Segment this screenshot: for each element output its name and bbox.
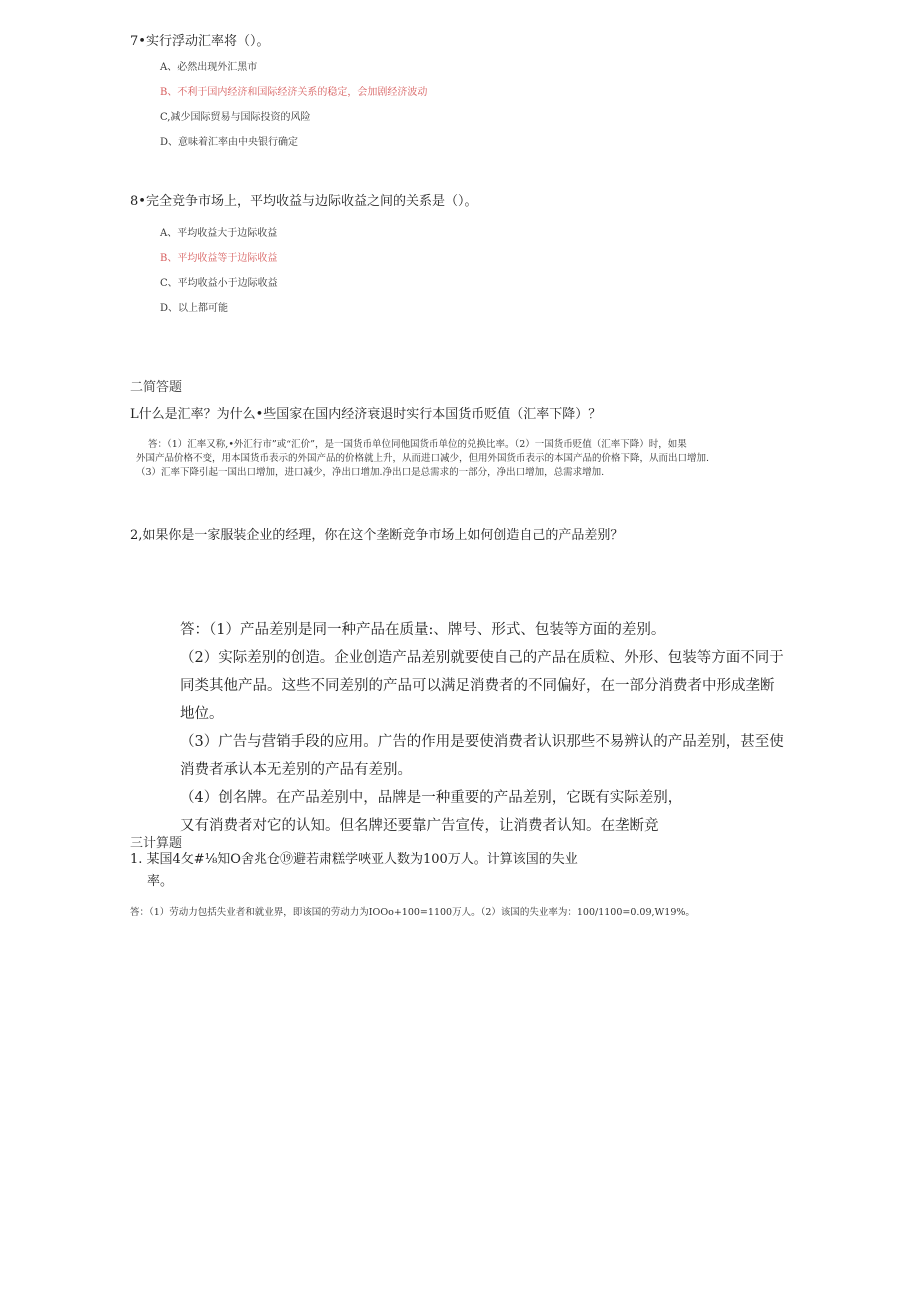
q7-option-d: D、意味着汇率由中央银行确定 <box>160 137 299 148</box>
section2-q2-answer <box>180 616 784 840</box>
q7-option-a: A、必然出现外汇黑市 <box>160 62 258 73</box>
q8-title: 8•完全竞争市场上，平均收益与边际收益之间的关系是（）。 <box>130 194 478 209</box>
section2-q2-answer-line: 同类其他产品。这些不同差别的产品可以满足消费者的不同偏好，在一部分消费者中形成垄断 <box>180 678 775 694</box>
section2-q1-title: L什么是汇率？为什么•些国家在国内经济衰退时实行本国货币贬值（汇率下降）？ <box>130 407 602 422</box>
section3-q1-title-line1: 1. 某国4攵#⅛知O舍兆仓⑲避若肃糕学唊亚人数为100万人。计算该国的失业 <box>130 852 578 867</box>
section2-q2-answer-line: 答：（1）产品差别是同一种产品在质量:、牌号、形式、包装等方面的差别。 <box>180 622 666 638</box>
section2-q2-answer-line: （4）创名牌。在产品差别中，品牌是一种重要的产品差别，它既有实际差别， <box>180 790 683 806</box>
q8-option-c: C、平均收益小于边际收益 <box>160 278 278 289</box>
section2-q1-answer-line: （3）汇率下降引起一国出口增加，进口减少，净出口增加.净出口是总需求的一部分，净出口增加，总需求增加. <box>136 467 605 478</box>
section2-q1-answer-line: 答：（1）汇率又称,•外汇行市”或“汇价”，是一国货币单位同他国货币单位的兑换比率。（2）一国货币贬值（汇率下降）时，如果 <box>148 439 687 450</box>
q7-option-c: C,减少国际贸易与国际投资的风险 <box>160 112 311 123</box>
q8-option-a: A、平均收益大于边际收益 <box>160 228 278 239</box>
section2-heading: 二简答题 <box>130 380 183 395</box>
q8-option-b: B、平均收益等于边际收益 <box>160 253 278 264</box>
q7-title: 7•实行浮动汇率将（）。 <box>130 34 270 49</box>
section2-q1-answer <box>136 438 796 480</box>
section2-q2-answer-line: （3）广告与营销手段的应用。广告的作用是要使消费者认识那些不易辨认的产品差别，甚至使 <box>180 734 784 750</box>
section2-q2-answer-line: 消费者承认本无差别的产品有差别。 <box>180 762 412 778</box>
section2-q2-answer-line: （2）实际差别的创造。企业创造产品差别就要使自己的产品在质粒、外形、包装等方面不同于 <box>180 650 784 666</box>
q7-option-b: B、不利于国内经济和国际经济关系的稳定，会加剧经济波动 <box>160 87 428 98</box>
section3-q1-answer: 答：（1）劳动力包括失业者和就业界，即该国的劳动力为IOOo+100=1100万人。（2）该国的失业率为：100/1100=0.09,W19%。 <box>130 907 695 918</box>
section3-q1-title-line2: 率。 <box>147 874 174 889</box>
section2-q2-title: 2,如果你是一家服装企业的经理，你在这个垄断竞争市场上如何创造自己的产品差别？ <box>130 528 624 543</box>
section3-heading: 三计算题 <box>130 836 183 851</box>
q8-option-d: D、以上都可能 <box>160 303 229 314</box>
section2-q2-answer-line: 地位。 <box>180 706 224 722</box>
section2-q1-answer-line: 外国产品价格不变，用本国货币表示的外国产品的价格就上升，从而进口减少，但用外国货币表示的本国产品的价格下降，从而出口增加. <box>136 453 710 464</box>
section2-q2-answer-line: 又有消费者对它的认知。但名牌还要靠广告宣传，让消费者认知。在垄断竞 <box>180 818 659 834</box>
